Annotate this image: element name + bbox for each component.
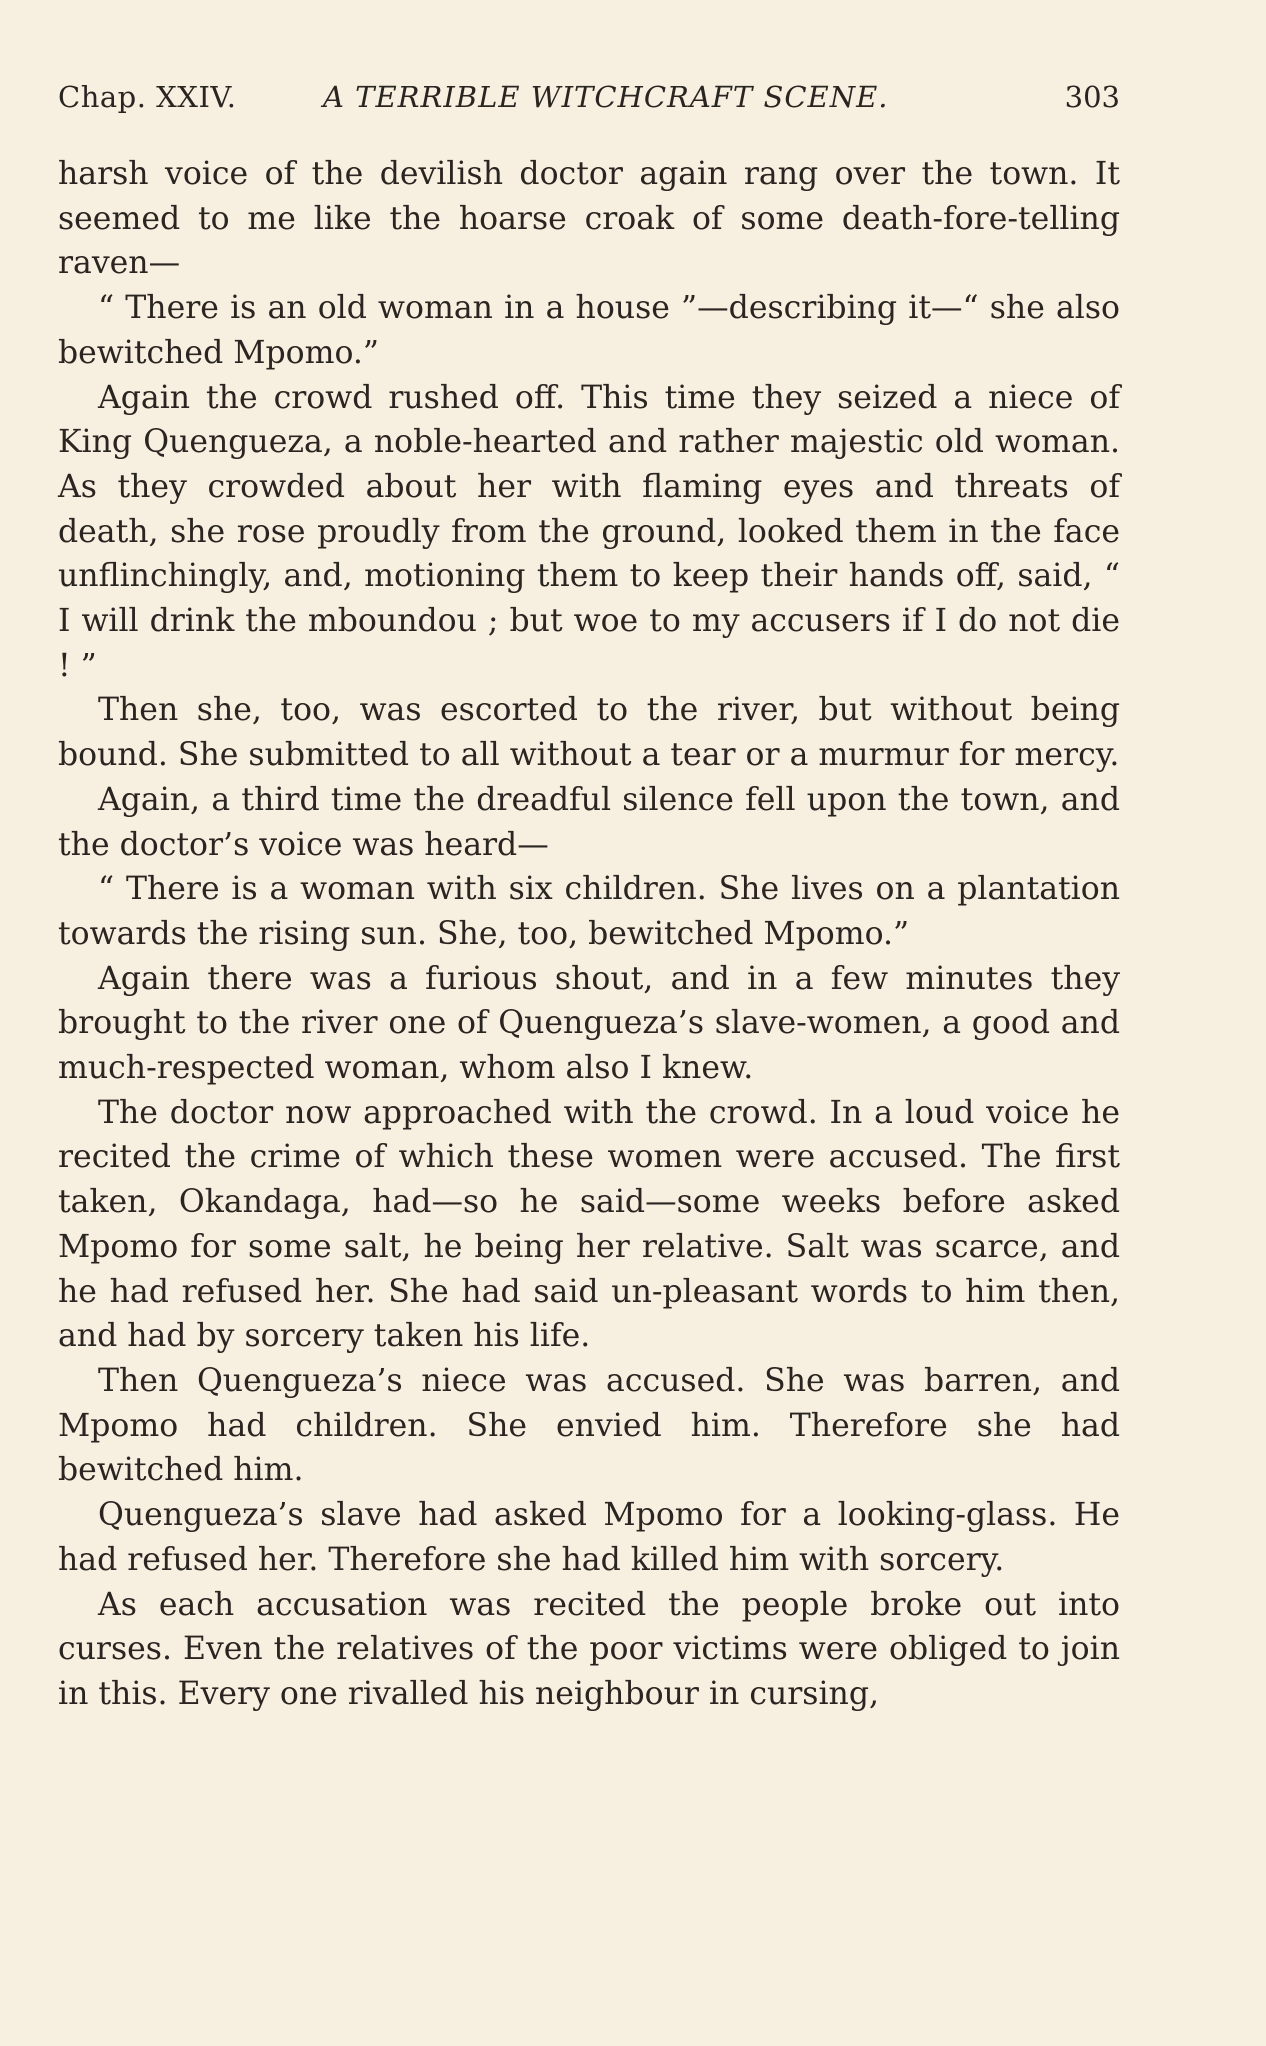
paragraph-10: Quengueza’s slave had asked Mpomo for a looking-glass. He had refused her. Therefore she had killed him with sorcery. bbox=[58, 1497, 1120, 1578]
paragraph-9: Then Quengueza’s niece was accused. She was barren, and Mpomo had children. She envied him. Therefore she had bewitched him. bbox=[58, 1362, 1120, 1489]
page-number: 303 bbox=[1064, 80, 1120, 114]
body-text bbox=[58, 152, 1120, 1717]
paragraph-2: “ There is an old woman in a house ”—describing it—“ she also bewitched Mpomo.” bbox=[58, 290, 1120, 371]
chapter-label: Chap. XXIV. bbox=[58, 80, 237, 114]
running-head bbox=[58, 80, 1120, 126]
chapter-title: A TERRIBLE WITCHCRAFT SCENE. bbox=[323, 80, 889, 114]
paragraph-8: The doctor now approached with the crowd. In a loud voice he recited the crime of which these women were accused. The first taken, Okandaga, had—so he said—some weeks before asked Mpomo for some salt, he being her relative. Salt was scarce, and he had refused her. She had said un-pleasant words to him then, and had by sorcery taken his life. bbox=[58, 1094, 1120, 1355]
paragraph-6: “ There is a woman with six children. She lives on a plantation towards the rising sun. She, too, bewitched Mpomo.” bbox=[58, 871, 1120, 952]
paragraph-7: Again there was a furious shout, and in a few minutes they brought to the river one of Quengueza’s slave-women, a good and much-respected woman, whom also I knew. bbox=[58, 960, 1120, 1087]
paragraph-5: Again, a third time the dreadful silence fell upon the town, and the doctor’s voice was heard— bbox=[58, 781, 1120, 863]
paragraph-1: harsh voice of the devilish doctor again rang over the town. It seemed to me like the hoarse croak of some death-fore-telling raven— bbox=[58, 156, 1120, 282]
paragraph-4: Then she, too, was escorted to the river, but without being bound. She submitted to all without a tear or a murmur for mercy. bbox=[58, 692, 1120, 774]
paragraph-3: Again the crowd rushed off. This time they seized a niece of King Quengueza, a noble-hearted and rather majestic old woman. As they crowded about her with flaming eyes and threats of death, she rose proudly from the ground, looked them in the face unflinchingly, and, motioning them to keep their hands off, said, “ I will drink the mboundou ; but woe to my accusers if I do not die ! ” bbox=[58, 379, 1120, 684]
paragraph-11: As each accusation was recited the people broke out into curses. Even the relatives of the poor victims were obliged to join in this. Every one rivalled his neighbour in cursing, bbox=[58, 1586, 1120, 1712]
